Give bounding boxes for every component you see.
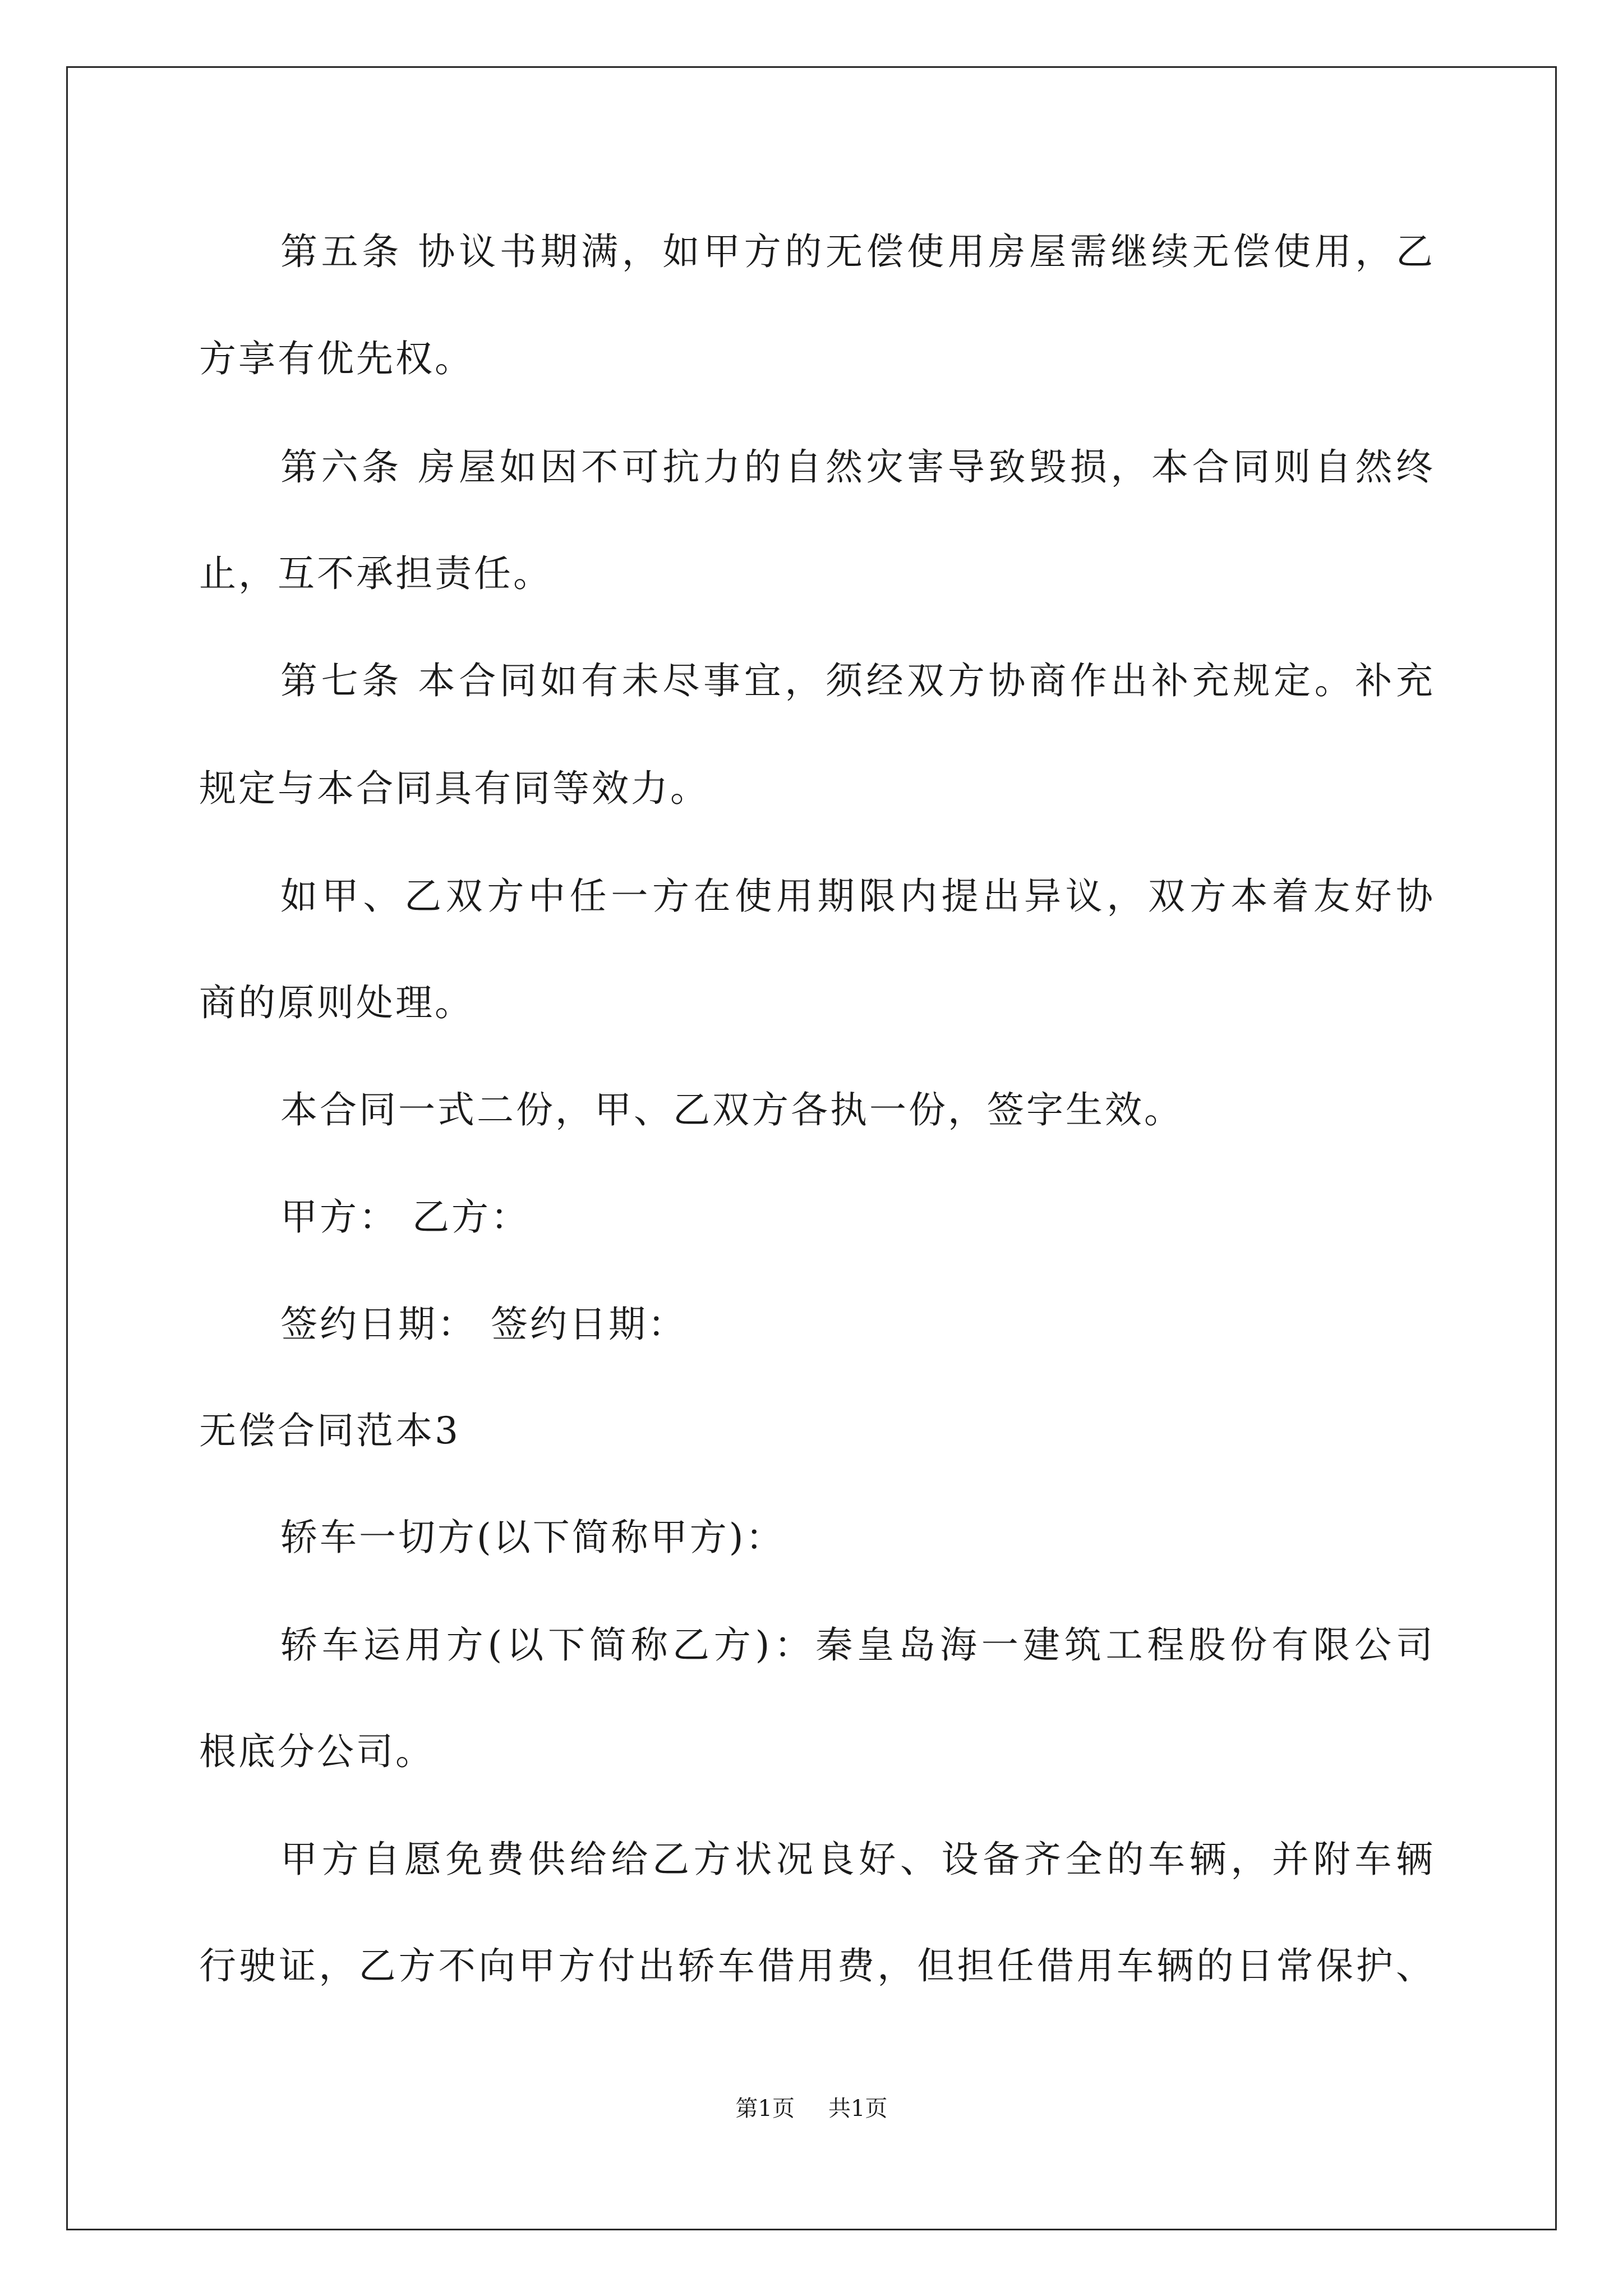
paragraph-line: 如甲、乙双方中任一方在使用期限内提出异议，双方本着友好协 — [280, 875, 1433, 918]
paragraph-line: 规定与本合同具有同等效力。 — [199, 767, 709, 810]
paragraph-line: 方享有优先权。 — [199, 337, 474, 380]
page-number: 第1页 — [735, 2096, 795, 2122]
page-footer — [0, 2097, 1623, 2120]
paragraph-line: 商的原则处理。 — [199, 981, 474, 1024]
paragraph-line: 本合同一式二份，甲、乙双方各执一份，签字生效。 — [280, 1088, 1183, 1131]
signature-date-line: 签约日期： 签约日期： — [280, 1303, 687, 1346]
paragraph-line: 第六条 房屋如因不可抗力的自然灾害导致毁损，本合同则自然终 — [280, 445, 1433, 489]
page-border — [66, 66, 1557, 2230]
paragraph-line: 第五条 协议书期满，如甲方的无偿使用房屋需继续无偿使用，乙 — [280, 230, 1433, 273]
paragraph-line: 第七条 本合同如有未尽事宜，须经双方协商作出补充规定。补充 — [280, 659, 1433, 702]
paragraph-line: 根底分公司。 — [199, 1730, 435, 1773]
paragraph-line: 轿车一切方(以下简称甲方)： — [280, 1516, 785, 1559]
paragraph-line: 甲方自愿免费供给给乙方状况良好、设备齐全的车辆，并附车辆 — [280, 1838, 1433, 1881]
signature-party-line: 甲方： 乙方： — [280, 1195, 530, 1239]
paragraph-line: 止，互不承担责任。 — [199, 552, 552, 595]
paragraph-line: 行驶证，乙方不向甲方付出轿车借用费，但担任借用车辆的日常保护、 — [199, 1944, 1433, 1987]
page-total: 共1页 — [828, 2096, 888, 2122]
paragraph-line: 轿车运用方(以下简称乙方)：秦皇岛海一建筑工程股份有限公司 — [280, 1623, 1433, 1667]
section-heading: 无偿合同范本3 — [199, 1409, 460, 1452]
